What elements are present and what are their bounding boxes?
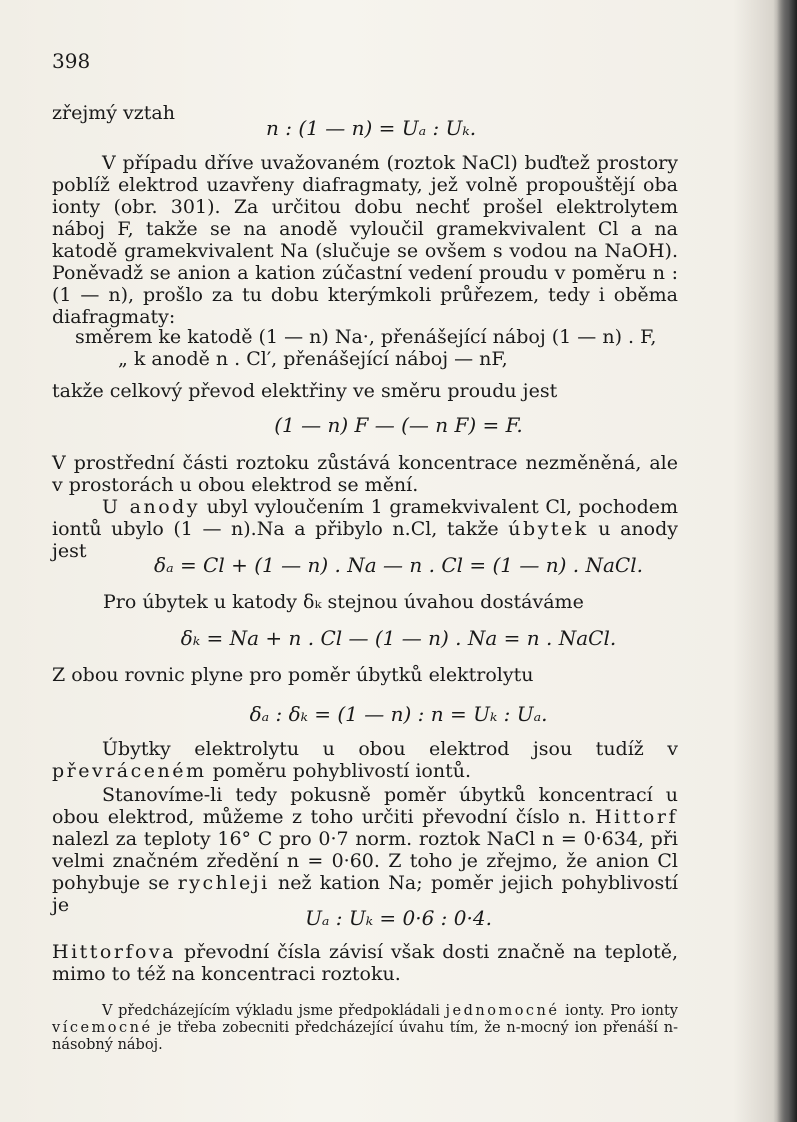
equation-5: δₐ : δₖ = (1 — n) : n = Uₖ : Uₐ. bbox=[249, 702, 548, 726]
paragraph-6: Hittorfova převodní čísla závisí však dosti značně na teplotě, mimo to též na koncentraci roztoku. bbox=[52, 941, 678, 985]
emphasis-monovalent: jednomocné bbox=[445, 1003, 560, 1019]
equation-6: Uₐ : Uₖ = 0·6 : 0·4. bbox=[305, 906, 492, 930]
paragraph-1: V případu dříve uvažovaném (roztok NaCl) buďtež prostory poblíž elektrod uzavřeny diafragmaty, jež volně propouštějí oba ionty (obr. 301). Za určitou dobu nechť prošel elektrolytem náboj F, takže se na anodě vyloučil gramekvivalent Cl a na katodě gramekvivalent Na (slučuje se ovšem s vodou na NaOH). Poněvadž se anion a kation zúčastní vedení proudu v poměru n : (1 — n), prošlo za tu dobu kterýmkoli průřezem, tedy i oběma diafragmaty: bbox=[52, 152, 678, 328]
emphasis-hittorf-numbers: Hittorfova bbox=[52, 941, 176, 963]
emphasis-reverse: převráceném bbox=[52, 760, 207, 782]
emphasis-anode: U anody bbox=[102, 496, 201, 518]
transfer-line-cathode: směrem ke katodě (1 — n) Na·, přenášející náboj (1 — n) . F, bbox=[75, 326, 657, 348]
paragraph-2: V prostřední části roztoku zůstává koncentrace nezměněná, ale v prostorách u obou elektrod se mění. bbox=[52, 452, 678, 496]
emphasis-polyvalent: vícemocné bbox=[52, 1020, 153, 1036]
paragraph-3: U anody ubyl vyloučením 1 gramekvivalent Cl, pochodem iontů ubylo (1 — n).Na a přibylo n.Cl, takže úbytek u anody jest bbox=[52, 496, 678, 562]
page-number: 398 bbox=[52, 49, 91, 73]
paragraph-5: Stanovíme-li tedy pokusně poměr úbytků koncentrací u obou elektrod, můžeme z toho určiti převodní číslo n. Hittorf nalezl za teploty 16° C pro 0·7 norm. roztok NaCl n = 0·634, při velmi značném zředění n = 0·60. Z toho je zřejmo, že anion Cl pohybuje se rychleji než kation Na; poměr jejich pohyblivostí je bbox=[52, 784, 678, 916]
emphasis-hittorf: Hittorf bbox=[595, 806, 678, 828]
intro-text: zřejmý vztah bbox=[52, 102, 175, 124]
equation-3: δₐ = Cl + (1 — n) . Na — n . Cl = (1 — n) . NaCl. bbox=[154, 553, 643, 577]
transfer-line-anode: „ k anodě n . Cl′, přenášející náboj — nF, bbox=[118, 348, 508, 370]
footnote: V předcházejícím výkladu jsme předpokládali jednomocné ionty. Pro ionty vícemocné je třeba zobecniti předcházející úvahu tím, že n-mocný ion přenáší n-násobný náboj. bbox=[52, 1003, 678, 1053]
cathode-intro: Pro úbytek u katody δₖ stejnou úvahou dostáváme bbox=[103, 591, 584, 613]
equation-1: n : (1 — n) = Uₐ : Uₖ. bbox=[266, 116, 477, 140]
ratio-intro: Z obou rovnic plyne pro poměr úbytků elektrolytu bbox=[52, 664, 534, 686]
equation-2: (1 — n) F — (— n F) = F. bbox=[274, 413, 523, 437]
paragraph-4: Úbytky elektrolytu u obou elektrod jsou tudíž v převráceném poměru pohyblivostí iontů. bbox=[52, 738, 678, 782]
equation-4: δₖ = Na + n . Cl — (1 — n) . Na = n . NaCl. bbox=[180, 626, 617, 650]
total-transfer-intro: takže celkový převod elektřiny ve směru proudu jest bbox=[52, 380, 558, 402]
emphasis-faster: rychleji bbox=[177, 872, 270, 894]
emphasis-loss: úbytek bbox=[508, 518, 589, 540]
